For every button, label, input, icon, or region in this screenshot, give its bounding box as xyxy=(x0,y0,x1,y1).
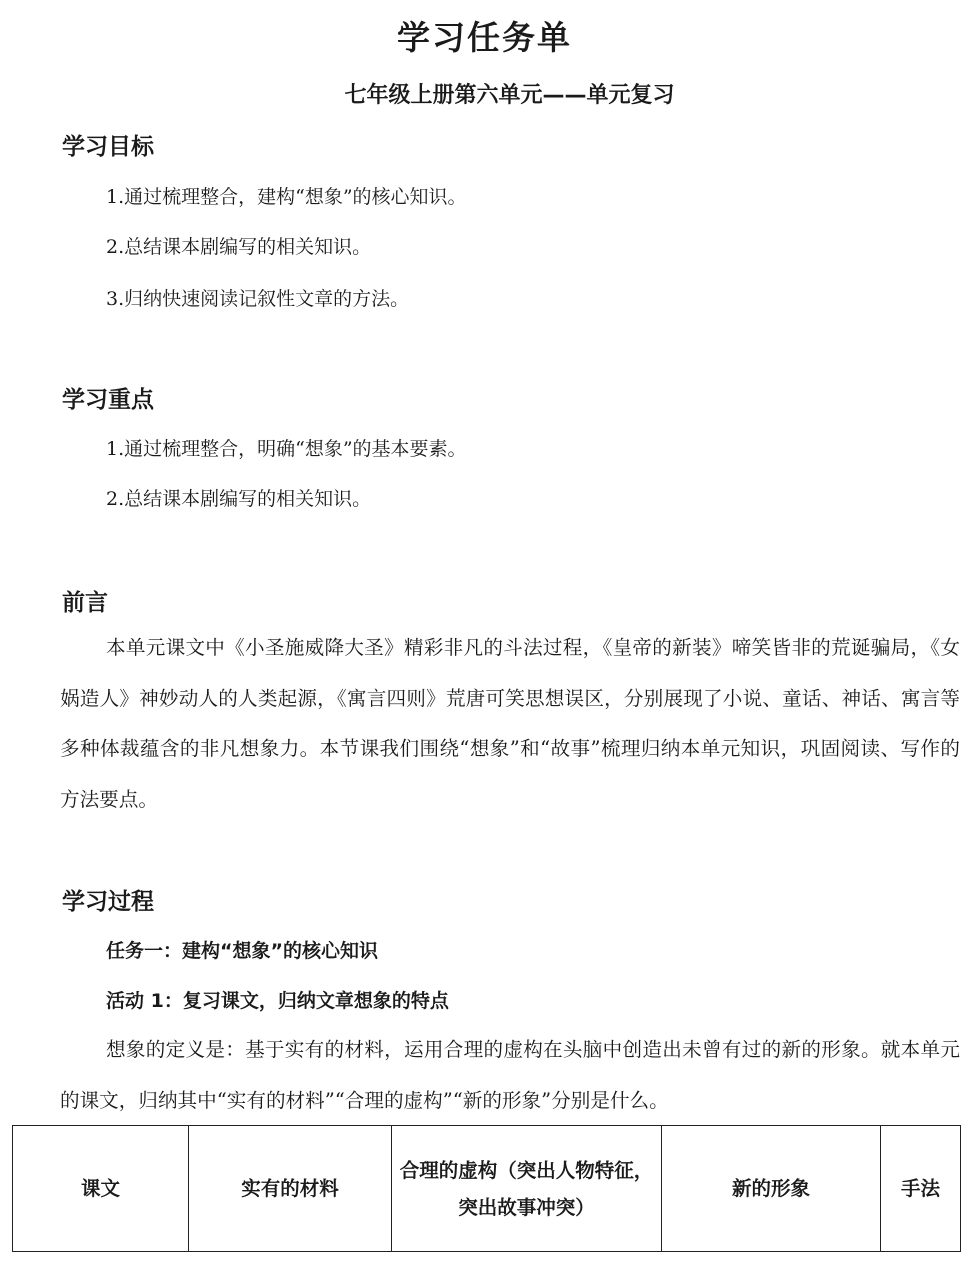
process-heading: 学习过程 xyxy=(62,889,154,915)
table-header-row xyxy=(13,1126,961,1252)
preface-heading: 前言 xyxy=(62,590,108,616)
task-title: 任务一：建构“想象”的核心知识 xyxy=(106,940,378,962)
goal-item: 2.总结课本剧编写的相关知识。 xyxy=(106,236,372,258)
header-cell-new-image: 新的形象 xyxy=(662,1126,881,1252)
focus-heading: 学习重点 xyxy=(62,387,154,413)
activity-title: 活动 1：复习课文，归纳文章想象的特点 xyxy=(106,990,449,1012)
header-cell-fiction: 合理的虚构（突出人物特征，突出故事冲突） xyxy=(392,1126,662,1252)
goal-item: 1.通过梳理整合，建构“想象”的核心知识。 xyxy=(106,186,467,208)
goals-heading: 学习目标 xyxy=(62,134,154,160)
summary-table xyxy=(12,1125,961,1252)
definition-paragraph: 想象的定义是：基于实有的材料，运用合理的虚构在头脑中创造出未曾有过的新的形象。就本单元的课文，归纳其中“实有的材料”“合理的虚构”“新的形象”分别是什么。 xyxy=(60,1038,960,1112)
focus-item: 1.通过梳理整合，明确“想象”的基本要素。 xyxy=(106,438,467,460)
focus-item: 2.总结课本剧编写的相关知识。 xyxy=(106,488,372,510)
preface-paragraph: 本单元课文中《小圣施威降大圣》精彩非凡的斗法过程，《皇帝的新装》啼笑皆非的荒诞骗局，《女娲造人》神妙动人的人类起源，《寓言四则》荒唐可笑思想误区，分别展现了小说、童话、神话、寓言等多种体裁蕴含的非凡想象力。本节课我们围绕“想象”和“故事”梳理归纳本单元知识，巩固阅读、写作的方法要点。 xyxy=(60,636,960,811)
page-title: 学习任务单 xyxy=(397,18,572,57)
header-cell-technique: 手法 xyxy=(881,1126,961,1252)
header-cell-text: 课文 xyxy=(13,1126,189,1252)
header-cell-material: 实有的材料 xyxy=(189,1126,392,1252)
page-subtitle: 七年级上册第六单元——单元复习 xyxy=(344,83,675,108)
goal-item: 3.归纳快速阅读记叙性文章的方法。 xyxy=(106,288,410,310)
